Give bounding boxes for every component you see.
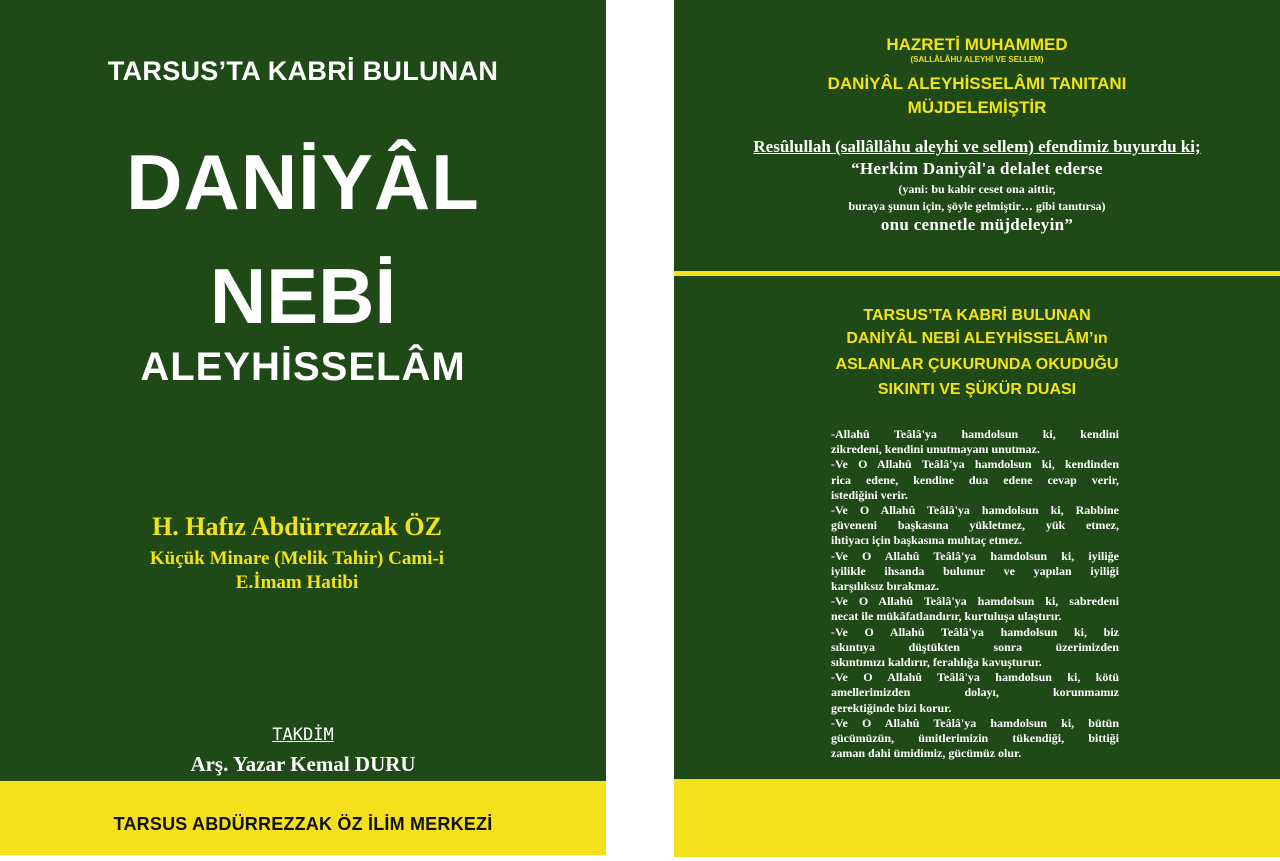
back-divider (674, 271, 1280, 276)
prayer-line: karşılıksız bırakmaz. (831, 579, 940, 594)
prayer-line: gücümüzün, ümitlerimizin tükendiği, bittiği (831, 731, 1119, 746)
prayer-line: amellerimizden dolayı, korunmamız (831, 685, 1119, 700)
prayer-line: sıkıntımızı kaldırır, ferahlığa kavuşturur. (831, 655, 1042, 670)
prayer-body (831, 427, 1119, 761)
prayer-line: necat ile mükâfatlandırır, kurtuluşa ulaştırır. (831, 609, 1062, 624)
hadith-quote-open: “Herkim Daniyâl'a delalet ederse (851, 159, 1103, 178)
hadith-parenthetical-2: buraya şunun için, şöyle gelmiştir… gibi tanıtırsa) (848, 199, 1106, 213)
prayer-title-line2: DANİYÂL NEBİ ALEYHİSSELÂM’ın (846, 330, 1108, 347)
prayer-line: zaman dahi ümidimiz, gücümüz olur. (831, 746, 1022, 761)
prayer-line: sıkıntıya düştükten sonra üzerimizden (831, 639, 1119, 654)
author-name: H. Hafız Abdürrezzak ÖZ (152, 512, 442, 541)
front-cover (0, 0, 606, 855)
prayer-line: istediğini verir. (831, 487, 908, 502)
back-heading-small-line: (SALLÂLÂHU ALEYHİ VE SELLEM) (910, 55, 1044, 64)
back-heading-line3: MÜJDELEMİŞTİR (907, 98, 1047, 117)
prayer-line: -Allahû Teâlâ'ya hamdolsun ki, kendini (831, 427, 1119, 441)
prayer-line: rica edene, kendine dua edene cevap verir, (831, 472, 1119, 487)
front-title-line1: DANİYÂL (126, 138, 480, 226)
prayer-title-line3: ASLANLAR ÇUKURUNDA OKUDUĞU (835, 356, 1119, 373)
hadith-intro: Resûlullah (sallâllâhu aleyhi ve sellem) efendimiz buyurdu ki; (753, 137, 1201, 156)
back-cover (674, 0, 1280, 857)
author-mosque: Küçük Minare (Melik Tahir) Cami-i (149, 548, 445, 569)
front-subtitle: TARSUS’TA KABRİ BULUNAN (107, 56, 499, 86)
prayer-line: -Ve O Allahû Teâlâ'ya hamdolsun ki, kendinden (831, 457, 1119, 472)
prayer-line: güveneni başkasına yükletmez, yük etmez, (831, 518, 1119, 533)
presenter-name: Arş. Yazar Kemal DURU (190, 752, 416, 776)
prayer-line: iyilikle ihsanda bulunur ve yapılan iyiliği (831, 563, 1119, 578)
presented-label: TAKDİM (272, 725, 334, 745)
prayer-title-line4: SIKINTI VE ŞÜKÜR DUASI (877, 381, 1077, 398)
publisher-name: TARSUS ABDÜRREZZAK ÖZ İLİM MERKEZİ (113, 814, 493, 834)
prayer-line: -Ve O Allahû Teâlâ'ya hamdolsun ki, kötü (831, 670, 1119, 685)
prayer-line: -Ve O Allahû Teâlâ'ya hamdolsun ki, iyiliğe (831, 548, 1119, 563)
back-heading-line2: DANİYÂL ALEYHİSSELÂMI TANITANI (827, 74, 1127, 93)
author-role: E.İmam Hatibi (235, 572, 359, 593)
prayer-title-line1: TARSUS’TA KABRİ BULUNAN (863, 307, 1091, 324)
prayer-line: -Ve O Allahû Teâlâ'ya hamdolsun ki, biz (831, 624, 1119, 639)
front-title-line2: NEBİ (209, 252, 397, 340)
prayer-line: -Ve O Allahû Teâlâ'ya hamdolsun ki, bütün (831, 715, 1119, 730)
prayer-line: -Ve O Allahû Teâlâ'ya hamdolsun ki, Rabbine (831, 503, 1119, 518)
back-heading-line1: HAZRETİ MUHAMMED (886, 35, 1068, 54)
prayer-line: zikredeni, kendini unutmayanı unutmaz. (831, 442, 1040, 457)
prayer-line: ihtiyacı için başkasına muhtaç etmez. (831, 533, 1022, 548)
back-yellow-band (674, 779, 1280, 857)
prayer-line: gerektiğinde bizi korur. (831, 700, 952, 715)
hadith-quote-close: onu cennetle müjdeleyin” (880, 215, 1074, 234)
prayer-line: -Ve O Allahû Teâlâ'ya hamdolsun ki, sabredeni (831, 594, 1119, 609)
hadith-parenthetical-1: (yani: bu kabir ceset ona aittir, (898, 182, 1056, 196)
front-title-line3: ALEYHİSSELÂM (140, 345, 466, 389)
